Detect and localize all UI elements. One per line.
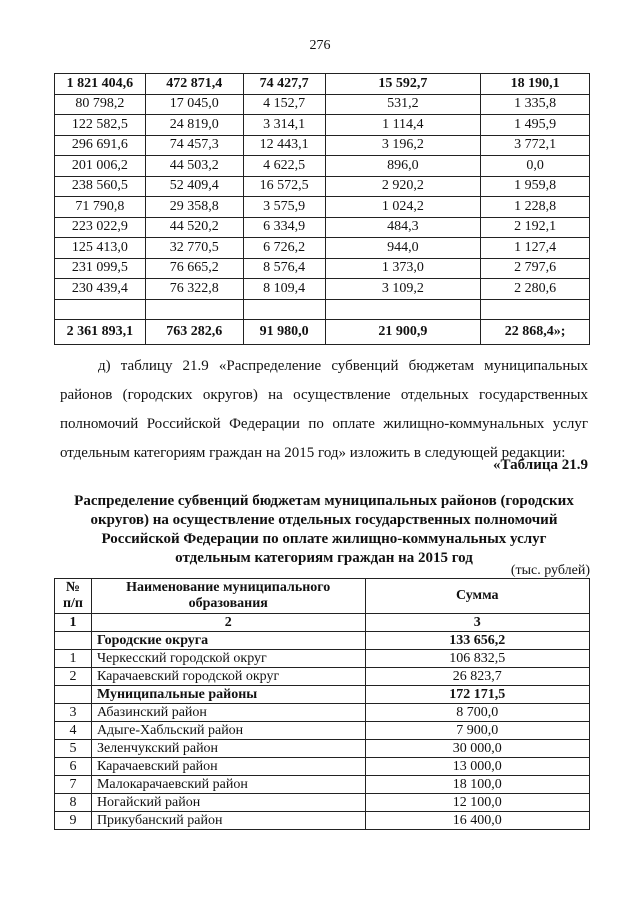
municipality-name: Ногайский район bbox=[91, 794, 365, 812]
table-row bbox=[55, 776, 590, 794]
group-row bbox=[55, 632, 590, 650]
table-cell: 3 314,1 bbox=[243, 115, 325, 136]
table-cell bbox=[325, 299, 481, 319]
row-number: 1 bbox=[55, 650, 92, 668]
table-row bbox=[55, 156, 590, 177]
table-cell: 2 920,2 bbox=[325, 176, 481, 197]
table-row bbox=[55, 668, 590, 686]
header-name bbox=[91, 579, 365, 614]
municipality-name: Прикубанский район bbox=[91, 812, 365, 830]
table-row bbox=[55, 258, 590, 279]
table-title-line: Распределение субвенций бюджетам муниципальных районов (городских bbox=[74, 493, 574, 509]
amount: 18 100,0 bbox=[365, 776, 590, 794]
table-cell: 3 575,9 bbox=[243, 197, 325, 218]
row-number: 2 bbox=[55, 668, 92, 686]
table-row bbox=[55, 94, 590, 115]
row-number: 3 bbox=[55, 704, 92, 722]
table-cell: 3 772,1 bbox=[481, 135, 590, 156]
table-cell: 2 361 893,1 bbox=[55, 319, 146, 344]
table-cell: 763 282,6 bbox=[145, 319, 243, 344]
table-cell: 17 045,0 bbox=[145, 94, 243, 115]
table-cell: 2 280,6 bbox=[481, 279, 590, 300]
units-label: (тыс. рублей) bbox=[510, 563, 590, 578]
table-cell: 8 109,4 bbox=[243, 279, 325, 300]
header-number-line: № bbox=[65, 580, 80, 595]
municipality-name: Малокарачаевский район bbox=[91, 776, 365, 794]
table-cell: 24 819,0 bbox=[145, 115, 243, 136]
total-row bbox=[55, 319, 590, 344]
table-cell: 4 152,7 bbox=[243, 94, 325, 115]
column-number: 3 bbox=[365, 614, 590, 632]
table-cell bbox=[481, 299, 590, 319]
table-cell: 296 691,6 bbox=[55, 135, 146, 156]
table-row bbox=[55, 740, 590, 758]
row-number: 9 bbox=[55, 812, 92, 830]
table-cell: 3 196,2 bbox=[325, 135, 481, 156]
table-cell: 1 959,8 bbox=[481, 176, 590, 197]
table-cell: 80 798,2 bbox=[55, 94, 146, 115]
amendment-paragraph bbox=[60, 352, 588, 468]
column-number: 1 bbox=[55, 614, 92, 632]
table-cell: 76 322,8 bbox=[145, 279, 243, 300]
table-cell: 1 127,4 bbox=[481, 238, 590, 259]
municipality-name: Зеленчукский район bbox=[91, 740, 365, 758]
table-title-line: отдельным категориям граждан на 2015 год bbox=[175, 550, 473, 566]
table-cell: 52 409,4 bbox=[145, 176, 243, 197]
header-number bbox=[55, 579, 92, 614]
table-row bbox=[55, 217, 590, 238]
table-cell: 230 439,4 bbox=[55, 279, 146, 300]
table-row bbox=[55, 812, 590, 830]
municipality-name: Адыге-Хабльский район bbox=[91, 722, 365, 740]
table-cell: 18 190,1 bbox=[481, 74, 590, 95]
table-cell: 122 582,5 bbox=[55, 115, 146, 136]
table-label: «Таблица 21.9 bbox=[493, 457, 588, 473]
row-number bbox=[55, 686, 92, 704]
amount: 7 900,0 bbox=[365, 722, 590, 740]
amount: 30 000,0 bbox=[365, 740, 590, 758]
table-cell: 223 022,9 bbox=[55, 217, 146, 238]
table-row bbox=[55, 115, 590, 136]
table-row bbox=[55, 722, 590, 740]
group-row bbox=[55, 686, 590, 704]
table-cell: 1 495,9 bbox=[481, 115, 590, 136]
table-cell: 2 797,6 bbox=[481, 258, 590, 279]
table-cell: 3 109,2 bbox=[325, 279, 481, 300]
table-title-line: округов) на осуществление отдельных государственных полномочий bbox=[90, 512, 558, 528]
table-cell: 29 358,8 bbox=[145, 197, 243, 218]
header-name-line: Наименование муниципального bbox=[126, 580, 331, 595]
amount: 8 700,0 bbox=[365, 704, 590, 722]
subventions-table bbox=[54, 578, 590, 830]
table-cell: 16 572,5 bbox=[243, 176, 325, 197]
table-cell: 1 335,8 bbox=[481, 94, 590, 115]
table-title bbox=[60, 492, 588, 568]
table-cell: 472 871,4 bbox=[145, 74, 243, 95]
municipality-name: Городские округа bbox=[91, 632, 365, 650]
table-cell: 8 576,4 bbox=[243, 258, 325, 279]
column-number: 2 bbox=[91, 614, 365, 632]
row-number: 7 bbox=[55, 776, 92, 794]
amount: 13 000,0 bbox=[365, 758, 590, 776]
table-cell: 1 821 404,6 bbox=[55, 74, 146, 95]
table-cell: 531,2 bbox=[325, 94, 481, 115]
table-cell: 1 373,0 bbox=[325, 258, 481, 279]
amount: 172 171,5 bbox=[365, 686, 590, 704]
table-row bbox=[55, 197, 590, 218]
table-cell: 91 980,0 bbox=[243, 319, 325, 344]
municipality-name: Муниципальные районы bbox=[91, 686, 365, 704]
table-cell: 1 228,8 bbox=[481, 197, 590, 218]
table-cell: 21 900,9 bbox=[325, 319, 481, 344]
table-cell: 0,0 bbox=[481, 156, 590, 177]
table-cell: 44 503,2 bbox=[145, 156, 243, 177]
table-cell bbox=[145, 299, 243, 319]
table-cell: 32 770,5 bbox=[145, 238, 243, 259]
header-name-line: образования bbox=[188, 596, 268, 611]
table-row bbox=[55, 238, 590, 259]
table-cell: 1 024,2 bbox=[325, 197, 481, 218]
table-cell: 6 726,2 bbox=[243, 238, 325, 259]
table-cell: 484,3 bbox=[325, 217, 481, 238]
amount: 106 832,5 bbox=[365, 650, 590, 668]
table-cell: 1 114,4 bbox=[325, 115, 481, 136]
table-row bbox=[55, 135, 590, 156]
municipality-name: Карачаевский городской округ bbox=[91, 668, 365, 686]
table-row bbox=[55, 758, 590, 776]
table-cell: 74 457,3 bbox=[145, 135, 243, 156]
row-number bbox=[55, 632, 92, 650]
header-number-line: п/п bbox=[62, 596, 83, 611]
row-number: 8 bbox=[55, 794, 92, 812]
table-cell: 944,0 bbox=[325, 238, 481, 259]
table-cell: 231 099,5 bbox=[55, 258, 146, 279]
column-numbers-row bbox=[55, 614, 590, 632]
municipality-name: Черкесский городской округ bbox=[91, 650, 365, 668]
table-cell: 22 868,4»; bbox=[481, 319, 590, 344]
amount: 133 656,2 bbox=[365, 632, 590, 650]
table-cell bbox=[55, 299, 146, 319]
page-number: 276 bbox=[309, 38, 331, 53]
row-number: 6 bbox=[55, 758, 92, 776]
table-row bbox=[55, 74, 590, 95]
table-cell: 2 192,1 bbox=[481, 217, 590, 238]
amendment-text: д) таблицу 21.9 «Распределение субвенций бюджетам муниципальных районов (городских округов) на осуществление отдельных государственных полномочий Российской Федерации по оплате жилищно-коммунальных услуг отдельным категориям граждан на 2015 год» изложить в следующей редакции: bbox=[60, 358, 588, 461]
table-row bbox=[55, 279, 590, 300]
table-cell: 6 334,9 bbox=[243, 217, 325, 238]
table-cell: 896,0 bbox=[325, 156, 481, 177]
table-row bbox=[55, 176, 590, 197]
continuation-table bbox=[54, 73, 590, 345]
table-cell: 71 790,8 bbox=[55, 197, 146, 218]
table-cell: 74 427,7 bbox=[243, 74, 325, 95]
row-number: 4 bbox=[55, 722, 92, 740]
table-cell: 12 443,1 bbox=[243, 135, 325, 156]
amount: 12 100,0 bbox=[365, 794, 590, 812]
amount: 26 823,7 bbox=[365, 668, 590, 686]
table-cell: 201 006,2 bbox=[55, 156, 146, 177]
table-cell: 76 665,2 bbox=[145, 258, 243, 279]
municipality-name: Карачаевский район bbox=[91, 758, 365, 776]
table-row bbox=[55, 704, 590, 722]
table-title-line: Российской Федерации по оплате жилищно-коммунальных услуг bbox=[101, 531, 547, 547]
table-cell: 44 520,2 bbox=[145, 217, 243, 238]
row-number: 5 bbox=[55, 740, 92, 758]
table-row bbox=[55, 299, 590, 319]
municipality-name: Абазинский район bbox=[91, 704, 365, 722]
table-cell: 238 560,5 bbox=[55, 176, 146, 197]
table-cell: 4 622,5 bbox=[243, 156, 325, 177]
header-row bbox=[55, 579, 590, 614]
header-sum: Сумма bbox=[365, 579, 590, 614]
table-cell bbox=[243, 299, 325, 319]
table-cell: 125 413,0 bbox=[55, 238, 146, 259]
table-cell: 15 592,7 bbox=[325, 74, 481, 95]
table-row bbox=[55, 650, 590, 668]
amount: 16 400,0 bbox=[365, 812, 590, 830]
table-row bbox=[55, 794, 590, 812]
